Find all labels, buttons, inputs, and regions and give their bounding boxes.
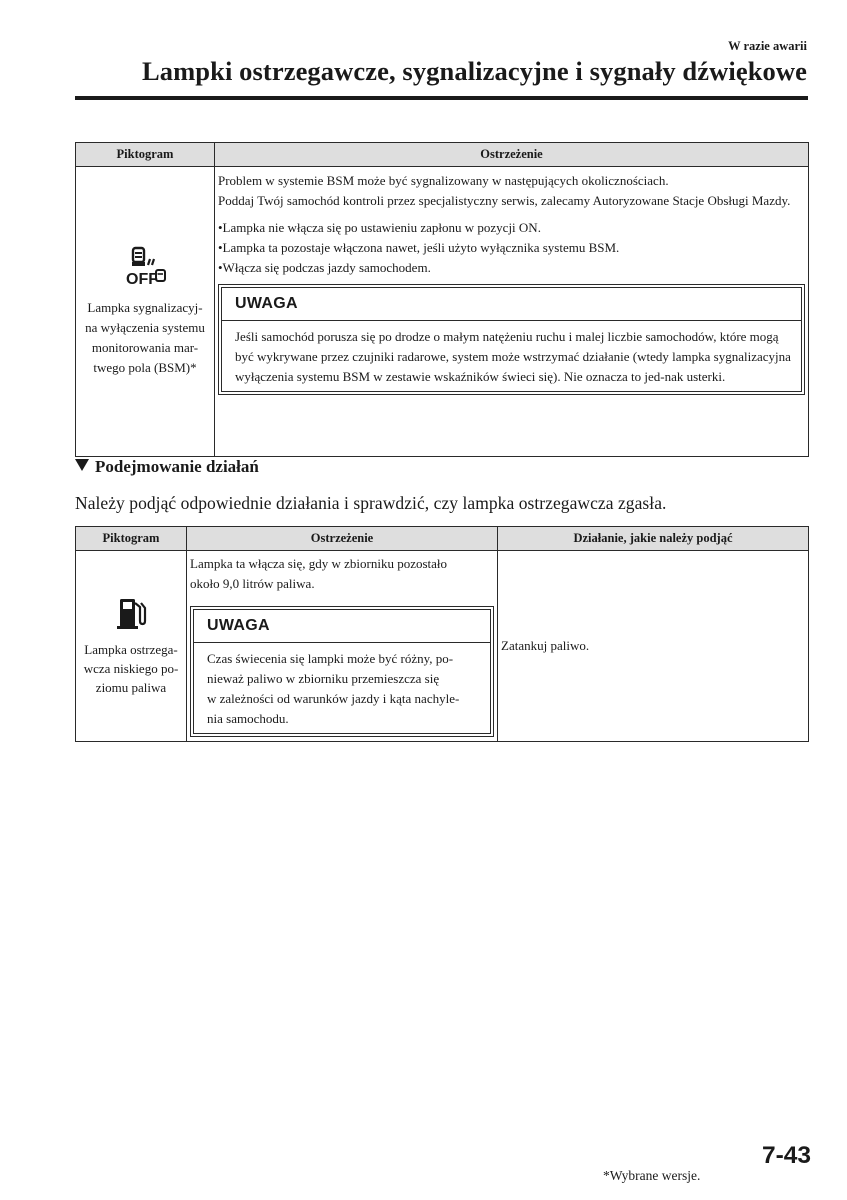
picto-label-line: monitorowania mar-: [91, 339, 199, 355]
page-number: 7-43: [762, 1142, 812, 1169]
fuel-warning-table: [75, 526, 809, 742]
picto-cell: [76, 167, 215, 457]
intro-text: Należy podjąć odpowiednie działania i sprawdzić, czy lampka ostrzegawcza zgasła.: [75, 493, 667, 513]
section-label: W razie awarii: [728, 39, 807, 53]
picto-label-line: ziomu paliwa: [95, 680, 167, 695]
picto-label-line: na wyłączenia systemu: [85, 319, 205, 335]
note-text-line: nieważ paliwo w zbiorniku przemieszcza się: [207, 671, 440, 686]
note-box: [190, 606, 494, 737]
bsm-warning-table: [75, 142, 809, 457]
list-item: •Lampka ta pozostaje włączona nawet, jeśli użyto wyłącznika systemu BSM.: [218, 240, 620, 255]
warning-bullet-list: [218, 218, 805, 278]
note-text-line: nia samochodu.: [207, 711, 289, 726]
subsection-title: Podejmowanie działań: [95, 457, 259, 476]
bsm-off-icon: [120, 246, 170, 294]
warning-cell: [215, 167, 809, 457]
note-text: [194, 643, 490, 733]
picto-label-line: wcza niskiego po-: [83, 661, 179, 676]
picto-label-line: Lampka sygnalizacyj-: [87, 299, 203, 315]
table-row: [76, 167, 809, 457]
picto-cell: [76, 551, 187, 742]
table-header-row: [76, 143, 809, 167]
column-header-dzialanie: Działanie, jakie należy podjąć: [498, 527, 809, 551]
note-box: [218, 284, 805, 395]
warning-paragraph: Problem w systemie BSM może być sygnalizowany w następujących okolicznościach.: [218, 173, 669, 188]
action-cell: Zatankuj paliwo.: [498, 551, 809, 742]
title-rule: [75, 96, 808, 100]
column-header-ostrzezenie: Ostrzeżenie: [215, 143, 809, 167]
note-title: UWAGA: [194, 610, 490, 643]
footnote: *Wybrane wersje.: [603, 1168, 701, 1183]
svg-text:OFF: OFF: [126, 270, 158, 288]
note-box-inner: [221, 287, 802, 392]
table-header-row: [76, 527, 809, 551]
table-row: [76, 551, 809, 742]
page-title: Lampki ostrzegawcze, sygnalizacyjne i sygnały dźwiękowe: [142, 56, 807, 86]
fuel-pump-icon: [114, 595, 148, 636]
note-text: Jeśli samochód porusza się po drodze o małym natężeniu ruchu i malej liczbie samochodów, które mogą być wykrywane przez czujniki radarowe, system może wstrzymać działanie (wtedy lampka sygnalizacyjna wyłączenia systemu BSM w zestawie wskaźników świeci się). Nie oznacza to jed-nak usterki.: [235, 329, 791, 384]
warning-paragraph: Poddaj Twój samochód kontroli przez specjalistyczny serwis, zalecamy Autoryzowane Stacje Obsługi Mazdy.: [218, 193, 791, 208]
picto-label-line: twego pola (BSM)*: [93, 359, 197, 375]
note-box-inner: [193, 609, 491, 734]
warning-cell: [187, 551, 498, 742]
column-header-piktogram: Piktogram: [76, 527, 187, 551]
list-item: •Włącza się podczas jazdy samochodem.: [218, 260, 431, 275]
note-text-line: Czas świecenia się lampki może być różny, po-: [207, 651, 454, 666]
warning-text-line: Lampka ta włącza się, gdy w zbiorniku pozostało: [190, 556, 448, 571]
picto-label-line: Lampka ostrzega-: [84, 642, 178, 657]
triangle-bullet-icon: [75, 459, 89, 471]
warning-text-line: około 9,0 litrów paliwa.: [190, 576, 315, 591]
column-header-piktogram: Piktogram: [76, 143, 215, 167]
column-header-ostrzezenie: Ostrzeżenie: [187, 527, 498, 551]
subsection-heading: [75, 457, 259, 477]
note-title: UWAGA: [222, 288, 801, 321]
list-item: •Lampka nie włącza się po ustawieniu zapłonu w pozycji ON.: [218, 220, 541, 235]
note-text-line: w zależności od warunków jazdy i kąta nachyle-: [207, 691, 460, 706]
